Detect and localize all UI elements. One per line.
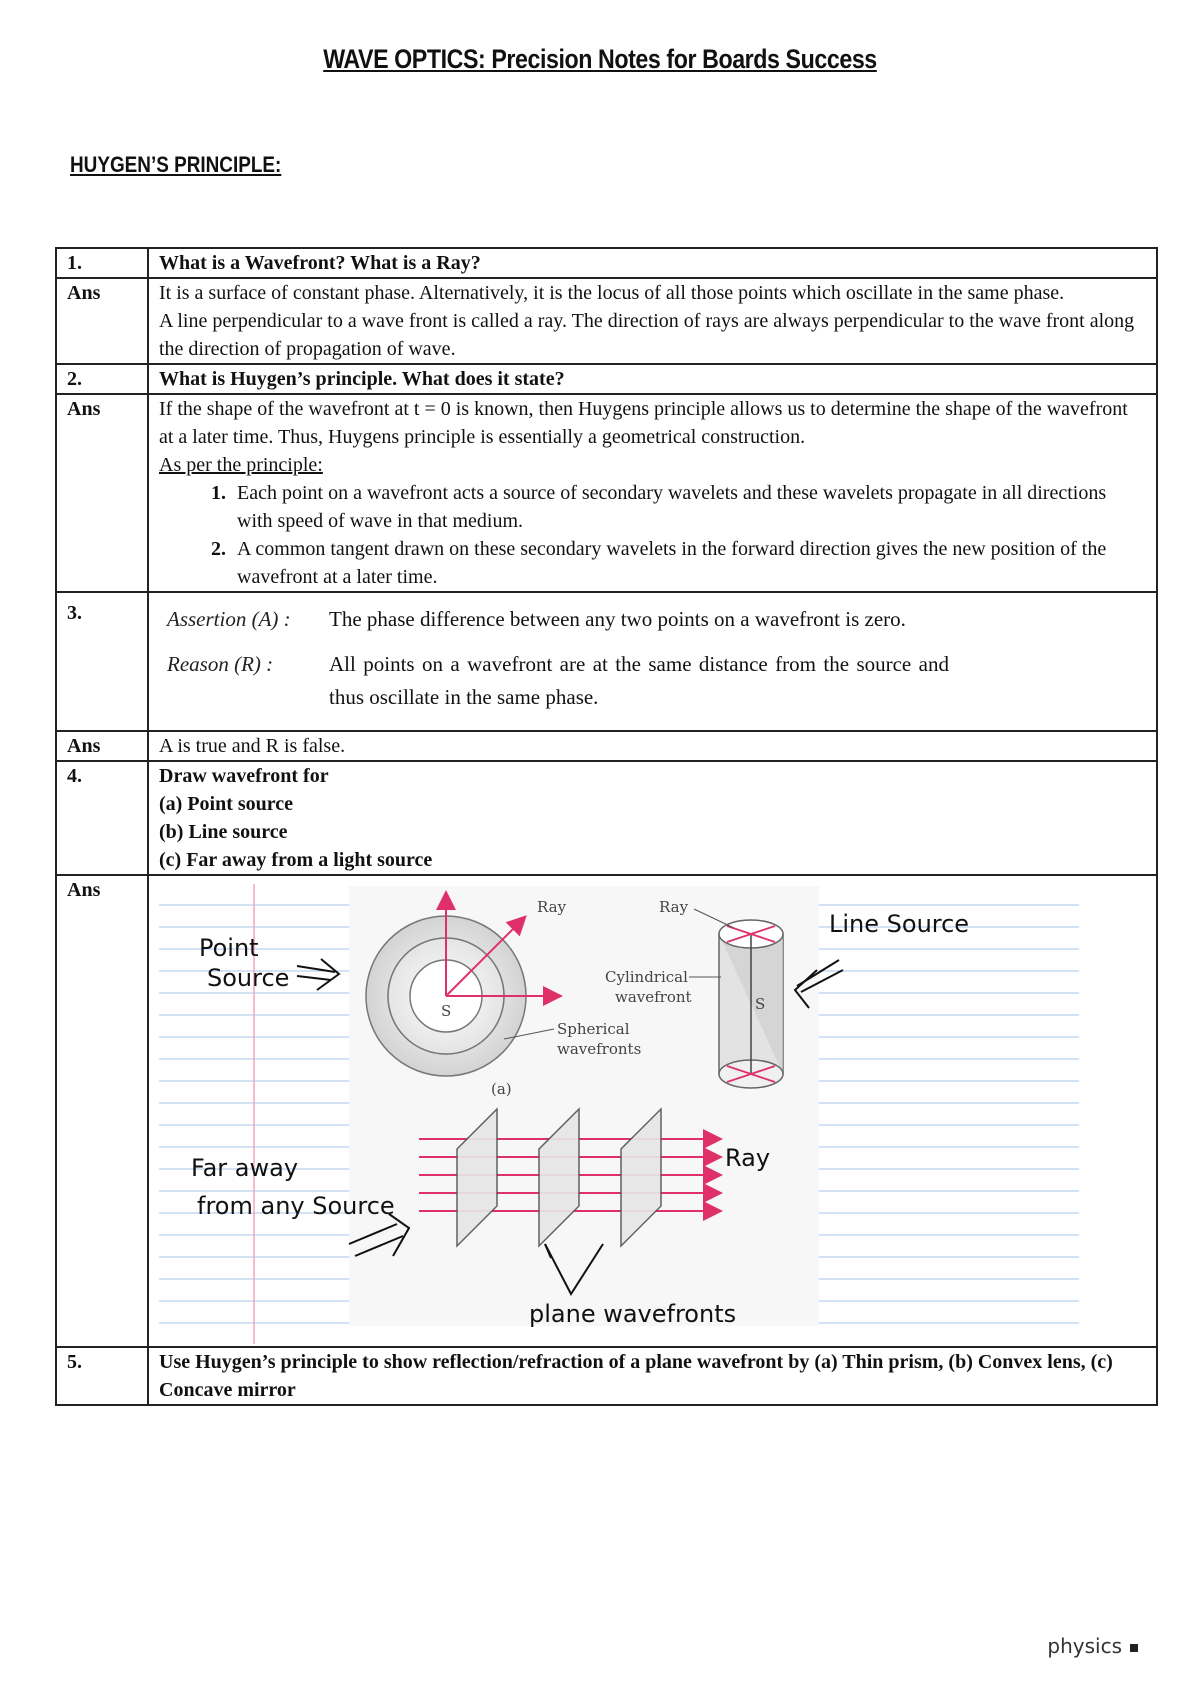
question-text: What is a Wavefront? What is a Ray? [148, 248, 1157, 278]
answer-paragraph: A line perpendicular to a wave front is called a ray. The direction of rays are always perpendicular to the wave front along the direction of propagation of wave. [159, 310, 1135, 360]
answer-paragraph: It is a surface of constant phase. Alternatively, it is the locus of all those points which oscillate in the same phase. [159, 282, 1065, 304]
footer-label: physics [1047, 1634, 1122, 1658]
table-row [56, 761, 1157, 875]
footer-subject [1047, 1634, 1138, 1658]
row-number: 5. [56, 1347, 148, 1405]
row-number: Ans [56, 394, 148, 592]
note-far-away: Far away [191, 1154, 299, 1182]
note-ray: Ray [725, 1144, 771, 1172]
reason-label: Reason (R) : [167, 652, 274, 676]
answer-paragraph: If the shape of the wavefront at t = 0 is known, then Huygens principle allows us to determine the shape of the wavefront at a later time. Thus, Huygens principle is essentially a geometrical construction. [159, 398, 1128, 448]
cylindrical-label-2: wavefront [615, 988, 692, 1006]
spherical-label-1: Spherical [557, 1020, 630, 1038]
question-option: (c) Far away from a light source [159, 849, 433, 871]
table-row [56, 1347, 1157, 1405]
row-number: 2. [56, 364, 148, 394]
note-point: Point [199, 934, 259, 962]
source-label: S [441, 1002, 452, 1020]
table-row [56, 364, 1157, 394]
row-number: 3. [56, 592, 148, 731]
row-number: Ans [56, 278, 148, 364]
table-row [56, 394, 1157, 592]
question-text: What is Huygen’s principle. What does it state? [148, 364, 1157, 394]
question-text: Use Huygen’s principle to show reflection/refraction of a plane wavefront by (a) Thin prism, (b) Convex lens, (c) Concave mirror [148, 1347, 1157, 1405]
cylindrical-label-1: Cylindrical [605, 968, 688, 986]
page-title: WAVE OPTICS: Precision Notes for Boards Success [323, 44, 877, 74]
assertion-reason-cell [148, 592, 1157, 731]
table-row [56, 731, 1157, 761]
list-item: 1. Each point on a wavefront acts a source of secondary wavelets and these wavelets propagate in all directions with speed of wave in that medium. [231, 479, 1146, 535]
row-number: Ans [56, 875, 148, 1347]
note-from-any-source: from any Source [197, 1192, 395, 1220]
answer-text [148, 394, 1157, 592]
wavefront-figure [159, 884, 1079, 1344]
square-bullet-icon [1130, 1644, 1138, 1652]
spherical-label-2: wavefronts [557, 1040, 642, 1058]
reason-text: All points on a wavefront are at the same distance from the source and thus oscillate in the same phase. [329, 652, 949, 709]
assertion-label: Assertion (A) : [167, 607, 291, 631]
wavefront-figure-cell [148, 875, 1157, 1347]
principle-subheading: As per the principle: [159, 454, 323, 476]
note-plane-wavefronts: plane wavefronts [529, 1300, 737, 1328]
figure-sublabel: (a) [491, 1080, 512, 1098]
question-option: (a) Point source [159, 793, 294, 815]
answer-text [148, 278, 1157, 364]
table-row [56, 278, 1157, 364]
section-heading: HUYGEN’S PRINCIPLE: [70, 152, 282, 177]
row-number: Ans [56, 731, 148, 761]
table-row [56, 875, 1157, 1347]
source-label-cylinder: S [755, 995, 766, 1013]
note-line-source: Line Source [829, 910, 970, 938]
question-text [148, 761, 1157, 875]
qa-table [55, 247, 1158, 1406]
ray-label: Ray [537, 898, 567, 916]
question-option: (b) Line source [159, 821, 288, 843]
table-row [56, 592, 1157, 731]
row-number: 4. [56, 761, 148, 875]
list-item: 2. A common tangent drawn on these secondary wavelets in the forward direction gives the new position of the wavefront at a later time. [231, 535, 1146, 591]
principle-list [159, 479, 1146, 591]
ray-label-cylinder: Ray [659, 898, 689, 916]
table-row [56, 248, 1157, 278]
question-heading: Draw wavefront for [159, 765, 329, 787]
note-source: Source [207, 964, 290, 992]
row-number: 1. [56, 248, 148, 278]
answer-text: A is true and R is false. [148, 731, 1157, 761]
assertion-text: The phase difference between any two points on a wavefront is zero. [329, 607, 906, 631]
